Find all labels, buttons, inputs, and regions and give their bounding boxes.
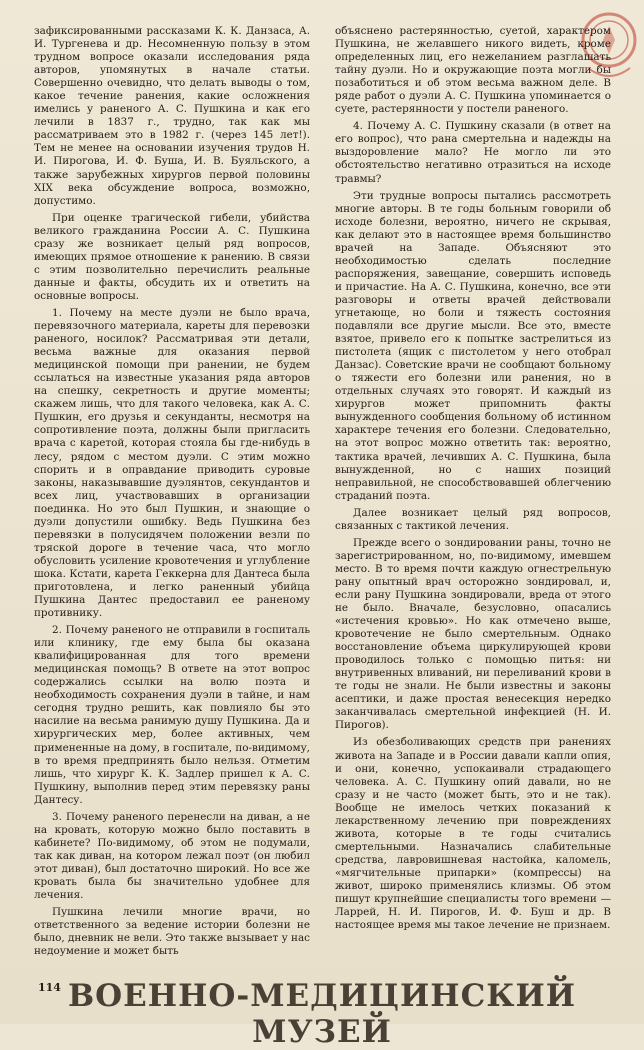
left-column — [34, 25, 310, 958]
paragraph: Пушкина лечили многие врачи, но ответственного за ведение истории болезни не было, дневник не вели. Это также вызывает у нас недоумение и может быть — [34, 906, 310, 958]
paragraph: 1. Почему на месте дуэли не было врача, перевязочного материала, кареты для перевозки раненого, носилок? Рассматривая эти детали, весьма важные для оказания первой медицинской помощи при ранении, не будем ссылаться на известные указания ряда авторов на спешку, секретность и другие моменты; скажем лишь, что для такого человека, как А. С. Пушкин, его друзья и секунданты, несмотря на сопротивление поэта, должны были пригласить врача с каретой, которая стояла бы где-нибудь в лесу, рядом с местом дуэли. С этим можно спорить и в оправдание приводить суровые законы, наказывавшие дуэлянтов, секундантов и всех лиц, участвовавших в организации поединка. Но это был Пушкин, и знающие о дуэли допустили ошибку. Ведь Пушкина без перевязки в полусидячем положении везли по тряской дороге в течение часа, что могло обусловить усиление кровотечения и углубление шока. Кстати, карета Геккерна для Дантеса была приготовлена, и легко раненный убийца Пушкина Дантес предоставил ее раненому противнику. — [34, 306, 310, 620]
paragraph: объяснено растерянностью, суетой, характером Пушкина, не желавшего никого видеть, кроме определенных лиц, его нежеланием разглашать тайну дуэли. Но и окружающие поэта могли бы позаботиться и об этом весьма важном деле. В ряде работ о дуэли А. С. Пушкина упоминается о суете, растерянности у постели раненого. — [335, 25, 611, 116]
paragraph: Эти трудные вопросы пытались рассмотреть многие авторы. В те годы больным говорили об исходе болезни, вероятно, ничего не скрывая, как делают это в настоящее время большинство врачей на Западе. Объясняют это необходимостью сделать последние распоряжения, завещание, совершить исповедь и причастие. На А. С. Пушкина, конечно, все эти разговоры и ответы врачей действовали угнетающе, но боли и тяжесть состояния подавляли все другие мысли. Все это, вместе взятое, привело его к попытке застрелиться из пистолета (ящик с пистолетом у него отобрал Данзас). Советские врачи не сообщают больному о тяжести его болезни или ранения, но в отдельных случаях это говорят. И каждый из хирургов может припомнить факты вынужденного сообщения больному об истинном характере течения его болезни. Следовательно, на этот вопрос можно ответить так: вероятно, тактика врачей, лечивших А. С. Пушкина, была вынужденной, но с наших позиций неправильной, не способствовавшей облегчению страданий поэта. — [335, 189, 611, 502]
paragraph: 3. Почему раненого перенесли на диван, а не на кровать, которую можно было поставить в кабинете? По-видимому, об этом не подумали, так как диван, на котором лежал поэт (он любил этот диван), был достаточно широкий. Но все же кровать была бы значительно удобнее для лечения. — [34, 810, 310, 902]
right-column — [335, 25, 611, 932]
paragraph: При оценке трагической гибели, убийства великого гражданина России А. С. Пушкина сразу же возникает целый ряд вопросов, имеющих прямое отношение к ранению. В связи с этим позволительно перечислить реальные данные и факты, обсудить их и ответить на основные вопросы. — [34, 211, 310, 302]
paragraph: Далее возникает целый ряд вопросов, связанных с тактикой лечения. — [335, 506, 611, 532]
paragraph: 2. Почему раненого не отправили в госпиталь или клинику, где ему была бы оказана квалифицированная для того времени медицинская помощь? В ответе на этот вопрос содержались ссылки на волю поэта и необходимость сохранения дуэли в тайне, и нам сегодня трудно решить, как повлияло бы это насилие на весьма ранимую душу Пушкина. Да и хирургических мер, более активных, чем примененные на дому, в госпитале, по-видимому, в то время предпринять было нельзя. Отметим лишь, что хирург К. К. Задлер пришел к А. С. Пушкину, выполнив перед этим перевязку раны Дантесу. — [34, 624, 310, 806]
watermark: ВОЕННО-МЕДИЦИНСКИЙ МУЗЕЙ — [67, 978, 577, 1050]
paragraph: Прежде всего о зондировании раны, точно не зарегистрированном, но, по-видимому, имевшем место. В то время почти каждую огнестрельную рану опытный врач осторожно зондировал, и, если рану Пушкина зондировали, вреда от этого не было. Вначале, безусловно, опасались «истечения кровью». Но как отмечено выше, кровотечение не было смертельным. Однако восстановление объема циркулирующей крови проводилось только с помощью питья: ни внутривенных вливаний, ни переливаний крови в те годы не знали. Не были известны и законы асептики, и даже простая венесекция нередко заканчивалась смертельной инфекцией (Н. И. Пирогов). — [335, 536, 611, 732]
paragraph: зафиксированными рассказами К. К. Данзаса, А. И. Тургенева и др. Несомненную пользу в этом трудном вопросе оказали исследования ряда авторов, упомянутых в начале статьи. Совершенно очевидно, что делать выводы о том, какое течение ранения, какие осложнения имелись у раненого А. С. Пушкина и как его лечили в 1837 г., трудно, так как мы рассматриваем это в 1982 г. (через 145 лет!). Тем не менее на основании изучения трудов Н. И. Пирогова, И. Ф. Буша, И. В. Буяльского, а также зарубежных хирургов первой половины XIX века обсуждение вопроса, возможно, допустимо. — [34, 25, 310, 207]
page-number: 114 — [38, 981, 61, 994]
paragraph: Из обезболивающих средств при ранениях живота на Западе и в России давали капли опия, и они, конечно, успокаивали страдающего человека. А. С. Пушкину опий давали, но не сразу и не часто (может быть, это и не так). Вообще не имелось четких показаний к лекарственному лечению при повреждениях живота, которые в те годы считались смертельными. Назначались слабительные средства, лавровишневая настойка, каломель, «мягчительные припарки» (компрессы) на живот, широко применялись клизмы. Об этом пишут крупнейшие специалисты того времени — Ларрей, Н. И. Пирогов, И. Ф. Буш и др. В настоящее время мы такое лечение не признаем. — [335, 736, 611, 932]
paragraph: 4. Почему А. С. Пушкину сказали (в ответ на его вопрос), что рана смертельна и надежды на выздоровление мало? Не могло ли это обстоятельство негативно отразиться на исходе травмы? — [335, 120, 611, 185]
